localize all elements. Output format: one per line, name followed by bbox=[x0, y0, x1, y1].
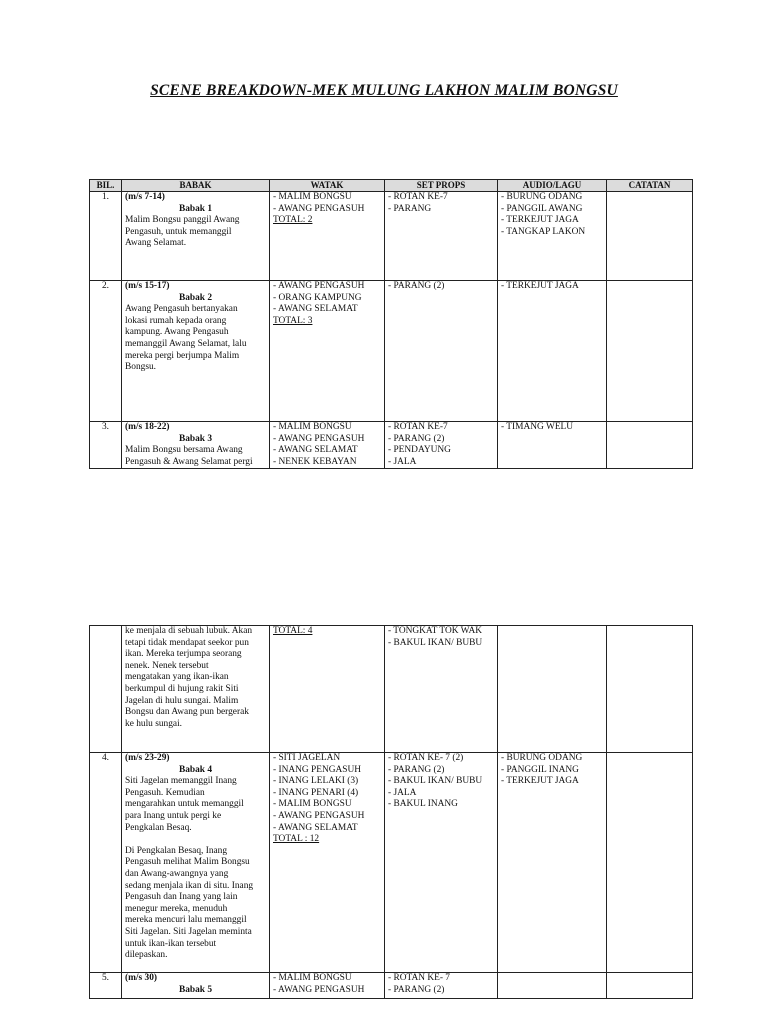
prop-item: - ROTAN KE-7 bbox=[388, 422, 448, 432]
scene-range: (m/s 7-14) bbox=[125, 192, 165, 202]
audio-item: - PANGGIL INANG bbox=[501, 764, 579, 775]
prop-item: - PARANG (2) bbox=[388, 984, 445, 995]
catatan-cell bbox=[607, 753, 693, 973]
watak-cell bbox=[270, 973, 385, 999]
audio-item: - BURUNG ODANG bbox=[501, 753, 583, 763]
watak-item: - INANG PENGASUH bbox=[273, 764, 362, 775]
row-bil: 4. bbox=[90, 753, 122, 973]
babak-description: Malim Bongsu panggil Awang Pengasuh, untuk memanggil Awang Selamat. bbox=[125, 215, 240, 249]
watak-item: - AWANG SELAMAT bbox=[273, 445, 358, 456]
prop-item: - JALA bbox=[388, 456, 417, 467]
babak-cell bbox=[122, 422, 270, 469]
table-row bbox=[90, 973, 693, 999]
props-cell bbox=[385, 281, 498, 422]
prop-item: - TONGKAT TOK WAK bbox=[388, 626, 483, 636]
babak-description: Awang Pengasuh bertanyakan lokasi rumah kepada orang kampung. Awang Pengasuh memanggil Awang Selamat, lalu mereka pergi berjumpa Malim Bongsu. bbox=[125, 304, 247, 373]
header-audio-lagu: AUDIO/LAGU bbox=[498, 180, 607, 192]
table-row bbox=[90, 281, 693, 422]
prop-item: - PARANG (2) bbox=[388, 281, 445, 291]
watak-item: - AWANG SELAMAT bbox=[273, 822, 358, 833]
watak-cell bbox=[270, 192, 385, 281]
header-babak: BABAK bbox=[122, 180, 270, 192]
watak-item: - AWANG PENGASUH bbox=[273, 281, 365, 291]
watak-cell bbox=[270, 281, 385, 422]
scene-range: (m/s 30) bbox=[125, 973, 158, 983]
watak-item: - AWANG PENGASUH bbox=[273, 810, 365, 821]
audio-item: - TERKEJUT JAGA bbox=[501, 776, 579, 787]
scene-table-page-2 bbox=[89, 625, 693, 999]
props-cell bbox=[385, 422, 498, 469]
babak-description: ke menjala di sebuah lubuk. Akan tetapi tidak mendapat seekor pun ikan. Mereka terjumpa seorang nenek. Nenek tersebut mengatakan yang ikan-ikan berkumpul di hujung rakit Siti Jagelan di hulu sungai. Malim Bongsu dan Awang pun bergerak ke hulu sungai. bbox=[125, 626, 253, 729]
watak-item: - AWANG PENGASUH bbox=[273, 203, 365, 214]
header-set-props: SET PROPS bbox=[385, 180, 498, 192]
scene-range: (m/s 18-22) bbox=[125, 422, 170, 432]
watak-item: - SITI JAGELAN bbox=[273, 753, 341, 763]
prop-item: - ROTAN KE- 7 (2) bbox=[388, 753, 464, 763]
row-bil bbox=[90, 626, 122, 753]
babak-cell bbox=[122, 753, 270, 973]
watak-cell bbox=[270, 422, 385, 469]
babak-description: Siti Jagelan memanggil Inang Pengasuh. Kemudian mengarahkan untuk memanggil para Inang untuk pergi ke Pengkalan Besaq. Di Pengkalan Besaq, Inang Pengasuh melihat Malim Bongsu dan Awang-awangnya yang sedang menjala ikan di situ. Inang Pengasuh dan Inang yang lain menegur mereka, menuduh mereka mencuri lalu memanggil Siti Jagelan. Siti Jagelan meminta untuk ikan-ikan tersebut dilepaskan. bbox=[125, 776, 254, 961]
prop-item: - ROTAN KE- 7 bbox=[388, 973, 450, 983]
audio-item: - TERKEJUT JAGA bbox=[501, 215, 579, 226]
prop-item: - ROTAN KE-7 bbox=[388, 192, 448, 202]
babak-cell bbox=[122, 281, 270, 422]
prop-item: - PARANG bbox=[388, 203, 432, 214]
props-cell bbox=[385, 626, 498, 753]
table-header-row bbox=[90, 180, 693, 192]
header-bil: BIL. bbox=[90, 180, 122, 192]
babak-cell bbox=[122, 973, 270, 999]
row-bil: 3. bbox=[90, 422, 122, 469]
scene-table-page-1 bbox=[89, 179, 693, 469]
watak-item: - ORANG KAMPUNG bbox=[273, 292, 362, 303]
prop-item: - BAKUL IKAN/ BUBU bbox=[388, 776, 483, 787]
audio-cell bbox=[498, 422, 607, 469]
watak-cell bbox=[270, 626, 385, 753]
audio-item: - BURUNG ODANG bbox=[501, 192, 583, 202]
header-watak: WATAK bbox=[270, 180, 385, 192]
catatan-cell bbox=[607, 626, 693, 753]
row-bil: 2. bbox=[90, 281, 122, 422]
audio-item: - TERKEJUT JAGA bbox=[501, 281, 579, 291]
table-row bbox=[90, 192, 693, 281]
prop-item: - PARANG (2) bbox=[388, 433, 445, 444]
audio-cell bbox=[498, 973, 607, 999]
watak-item: - AWANG SELAMAT bbox=[273, 304, 358, 315]
watak-item: - NENEK KEBAYAN bbox=[273, 456, 357, 467]
babak-cell bbox=[122, 192, 270, 281]
catatan-cell bbox=[607, 973, 693, 999]
babak-title: Babak 3 bbox=[178, 433, 213, 444]
audio-item: - PANGGIL AWANG bbox=[501, 203, 583, 214]
watak-item: - INANG PENARI (4) bbox=[273, 787, 359, 798]
watak-total: TOTAL : 12 bbox=[273, 834, 320, 845]
header-catatan: CATATAN bbox=[607, 180, 693, 192]
row-bil: 1. bbox=[90, 192, 122, 281]
scene-range: (m/s 23-29) bbox=[125, 753, 170, 763]
watak-item: - MALIM BONGSU bbox=[273, 973, 352, 983]
props-cell bbox=[385, 973, 498, 999]
watak-cell bbox=[270, 753, 385, 973]
prop-item: - BAKUL INANG bbox=[388, 799, 458, 810]
audio-cell bbox=[498, 192, 607, 281]
audio-cell bbox=[498, 753, 607, 973]
audio-cell bbox=[498, 626, 607, 753]
props-cell bbox=[385, 753, 498, 973]
babak-title: Babak 5 bbox=[178, 984, 213, 995]
watak-total: TOTAL: 2 bbox=[273, 215, 313, 226]
catatan-cell bbox=[607, 281, 693, 422]
watak-total: TOTAL: 4 bbox=[273, 626, 313, 636]
prop-item: - PENDAYUNG bbox=[388, 445, 451, 456]
watak-item: - MALIM BONGSU bbox=[273, 422, 352, 432]
page-title: SCENE BREAKDOWN-MEK MULUNG LAKHON MALIM BONGSU bbox=[150, 82, 618, 99]
audio-cell bbox=[498, 281, 607, 422]
watak-item: - MALIM BONGSU bbox=[273, 799, 352, 810]
babak-title: Babak 4 bbox=[178, 764, 213, 775]
props-cell bbox=[385, 192, 498, 281]
babak-title: Babak 2 bbox=[178, 292, 213, 303]
prop-item: - PARANG (2) bbox=[388, 764, 445, 775]
watak-item: - AWANG PENGASUH bbox=[273, 984, 365, 995]
watak-total: TOTAL: 3 bbox=[273, 315, 313, 326]
catatan-cell bbox=[607, 192, 693, 281]
catatan-cell bbox=[607, 422, 693, 469]
audio-item: - TIMANG WELU bbox=[501, 422, 574, 432]
watak-item: - INANG LELAKI (3) bbox=[273, 776, 359, 787]
babak-description: Malim Bongsu bersama Awang Pengasuh & Awang Selamat pergi bbox=[125, 445, 253, 467]
audio-item: - TANGKAP LAKON bbox=[501, 226, 586, 237]
scene-range: (m/s 15-17) bbox=[125, 281, 170, 291]
table-row bbox=[90, 753, 693, 973]
watak-item: - AWANG PENGASUH bbox=[273, 433, 365, 444]
table-row bbox=[90, 626, 693, 753]
row-bil: 5. bbox=[90, 973, 122, 999]
table-row bbox=[90, 422, 693, 469]
babak-cell bbox=[122, 626, 270, 753]
prop-item: - JALA bbox=[388, 787, 417, 798]
babak-title: Babak 1 bbox=[178, 203, 213, 214]
watak-item: - MALIM BONGSU bbox=[273, 192, 352, 202]
prop-item: - BAKUL IKAN/ BUBU bbox=[388, 637, 483, 648]
